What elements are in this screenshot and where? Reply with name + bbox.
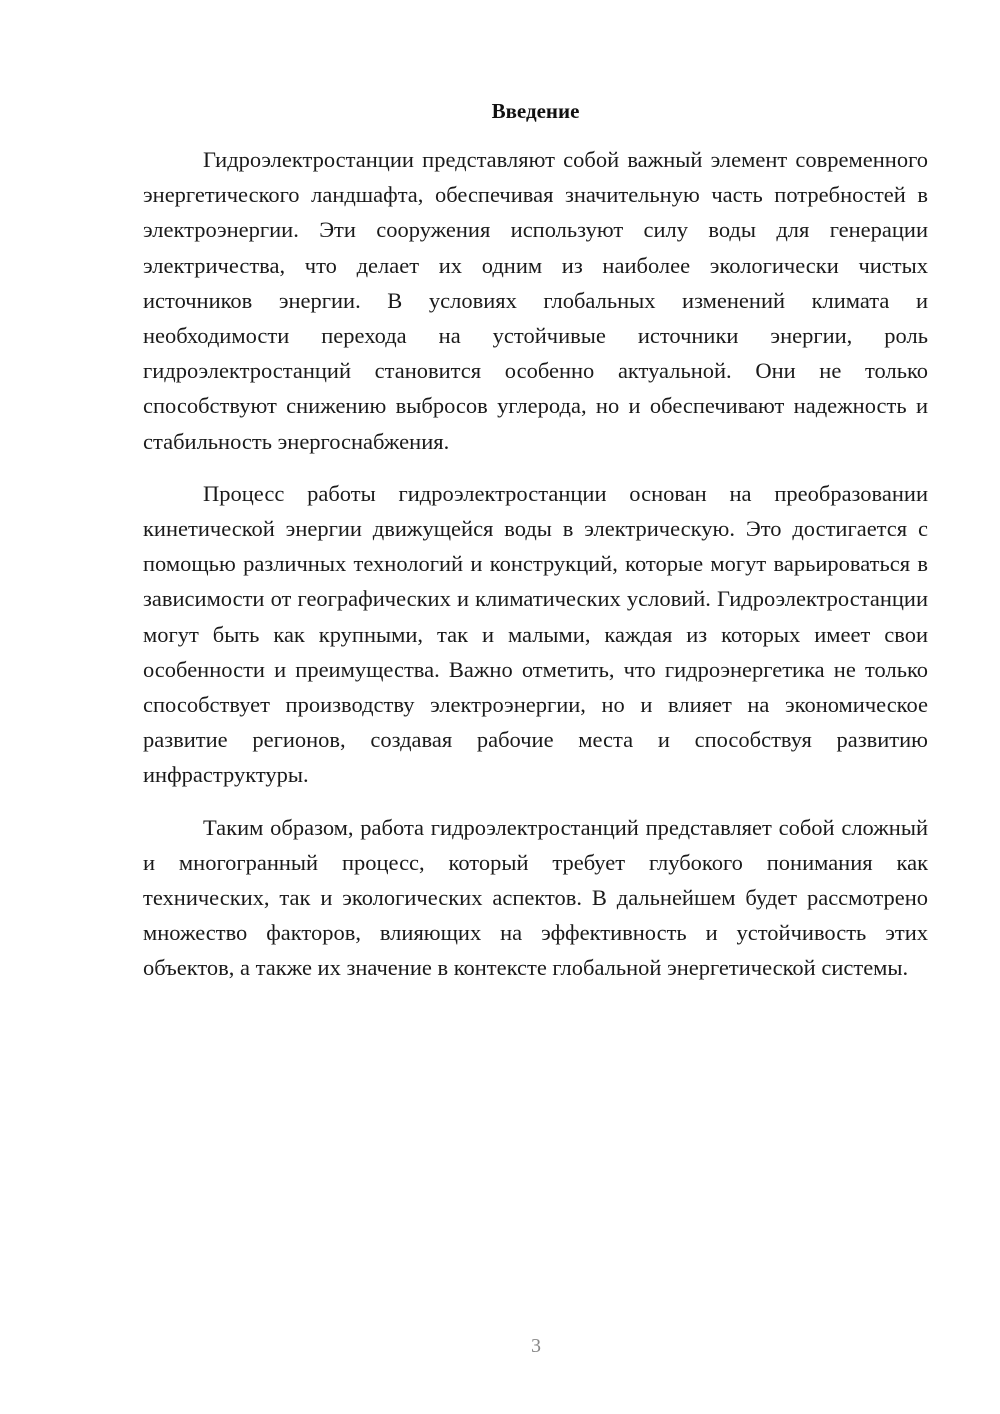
page-number: 3 — [531, 1335, 541, 1357]
paragraph-intro: Гидроэлектростанции представляют собой важный элемент современного энергетического ландшафта, обеспечивая значительную часть потребностей в электроэнергии. Эти сооружения используют силу воды для генерации электричества, что делает их одним из наиболее экологически чистых источников энергии. В условиях глобальных изменений климата и необходимости перехода на устойчивые источники энергии, роль гидроэлектростанций становится особенно актуальной. Они не только способствуют снижению выбросов углерода, но и обеспечивают надежность и стабильность энергоснабжения. — [143, 147, 928, 454]
paragraph-process: Процесс работы гидроэлектростанции основан на преобразовании кинетической энергии движущейся воды в электрическую. Это достигается с помощью различных технологий и конструкций, которые могут варьироваться в зависимости от географических и климатических условий. Гидроэлектростанции могут быть как крупными, так и малыми, каждая из которых имеет свои особенности и преимущества. Важно отметить, что гидроэнергетика не только способствует производству электроэнергии, но и влияет на экономическое развитие регионов, создавая рабочие места и способствуя развитию инфраструктуры. — [143, 480, 928, 788]
paragraph-conclusion: Таким образом, работа гидроэлектростанций представляет собой сложный и многогранный процесс, который требует глубокого понимания как технических, так и экологических аспектов. В дальнейшем будет рассмотрено множество факторов, влияющих на эффективность и устойчивость этих объектов, а также их значение в контексте глобальной энергетической системы. — [143, 814, 928, 981]
page-heading: Введение — [491, 99, 580, 123]
document-body — [143, 142, 928, 1003]
